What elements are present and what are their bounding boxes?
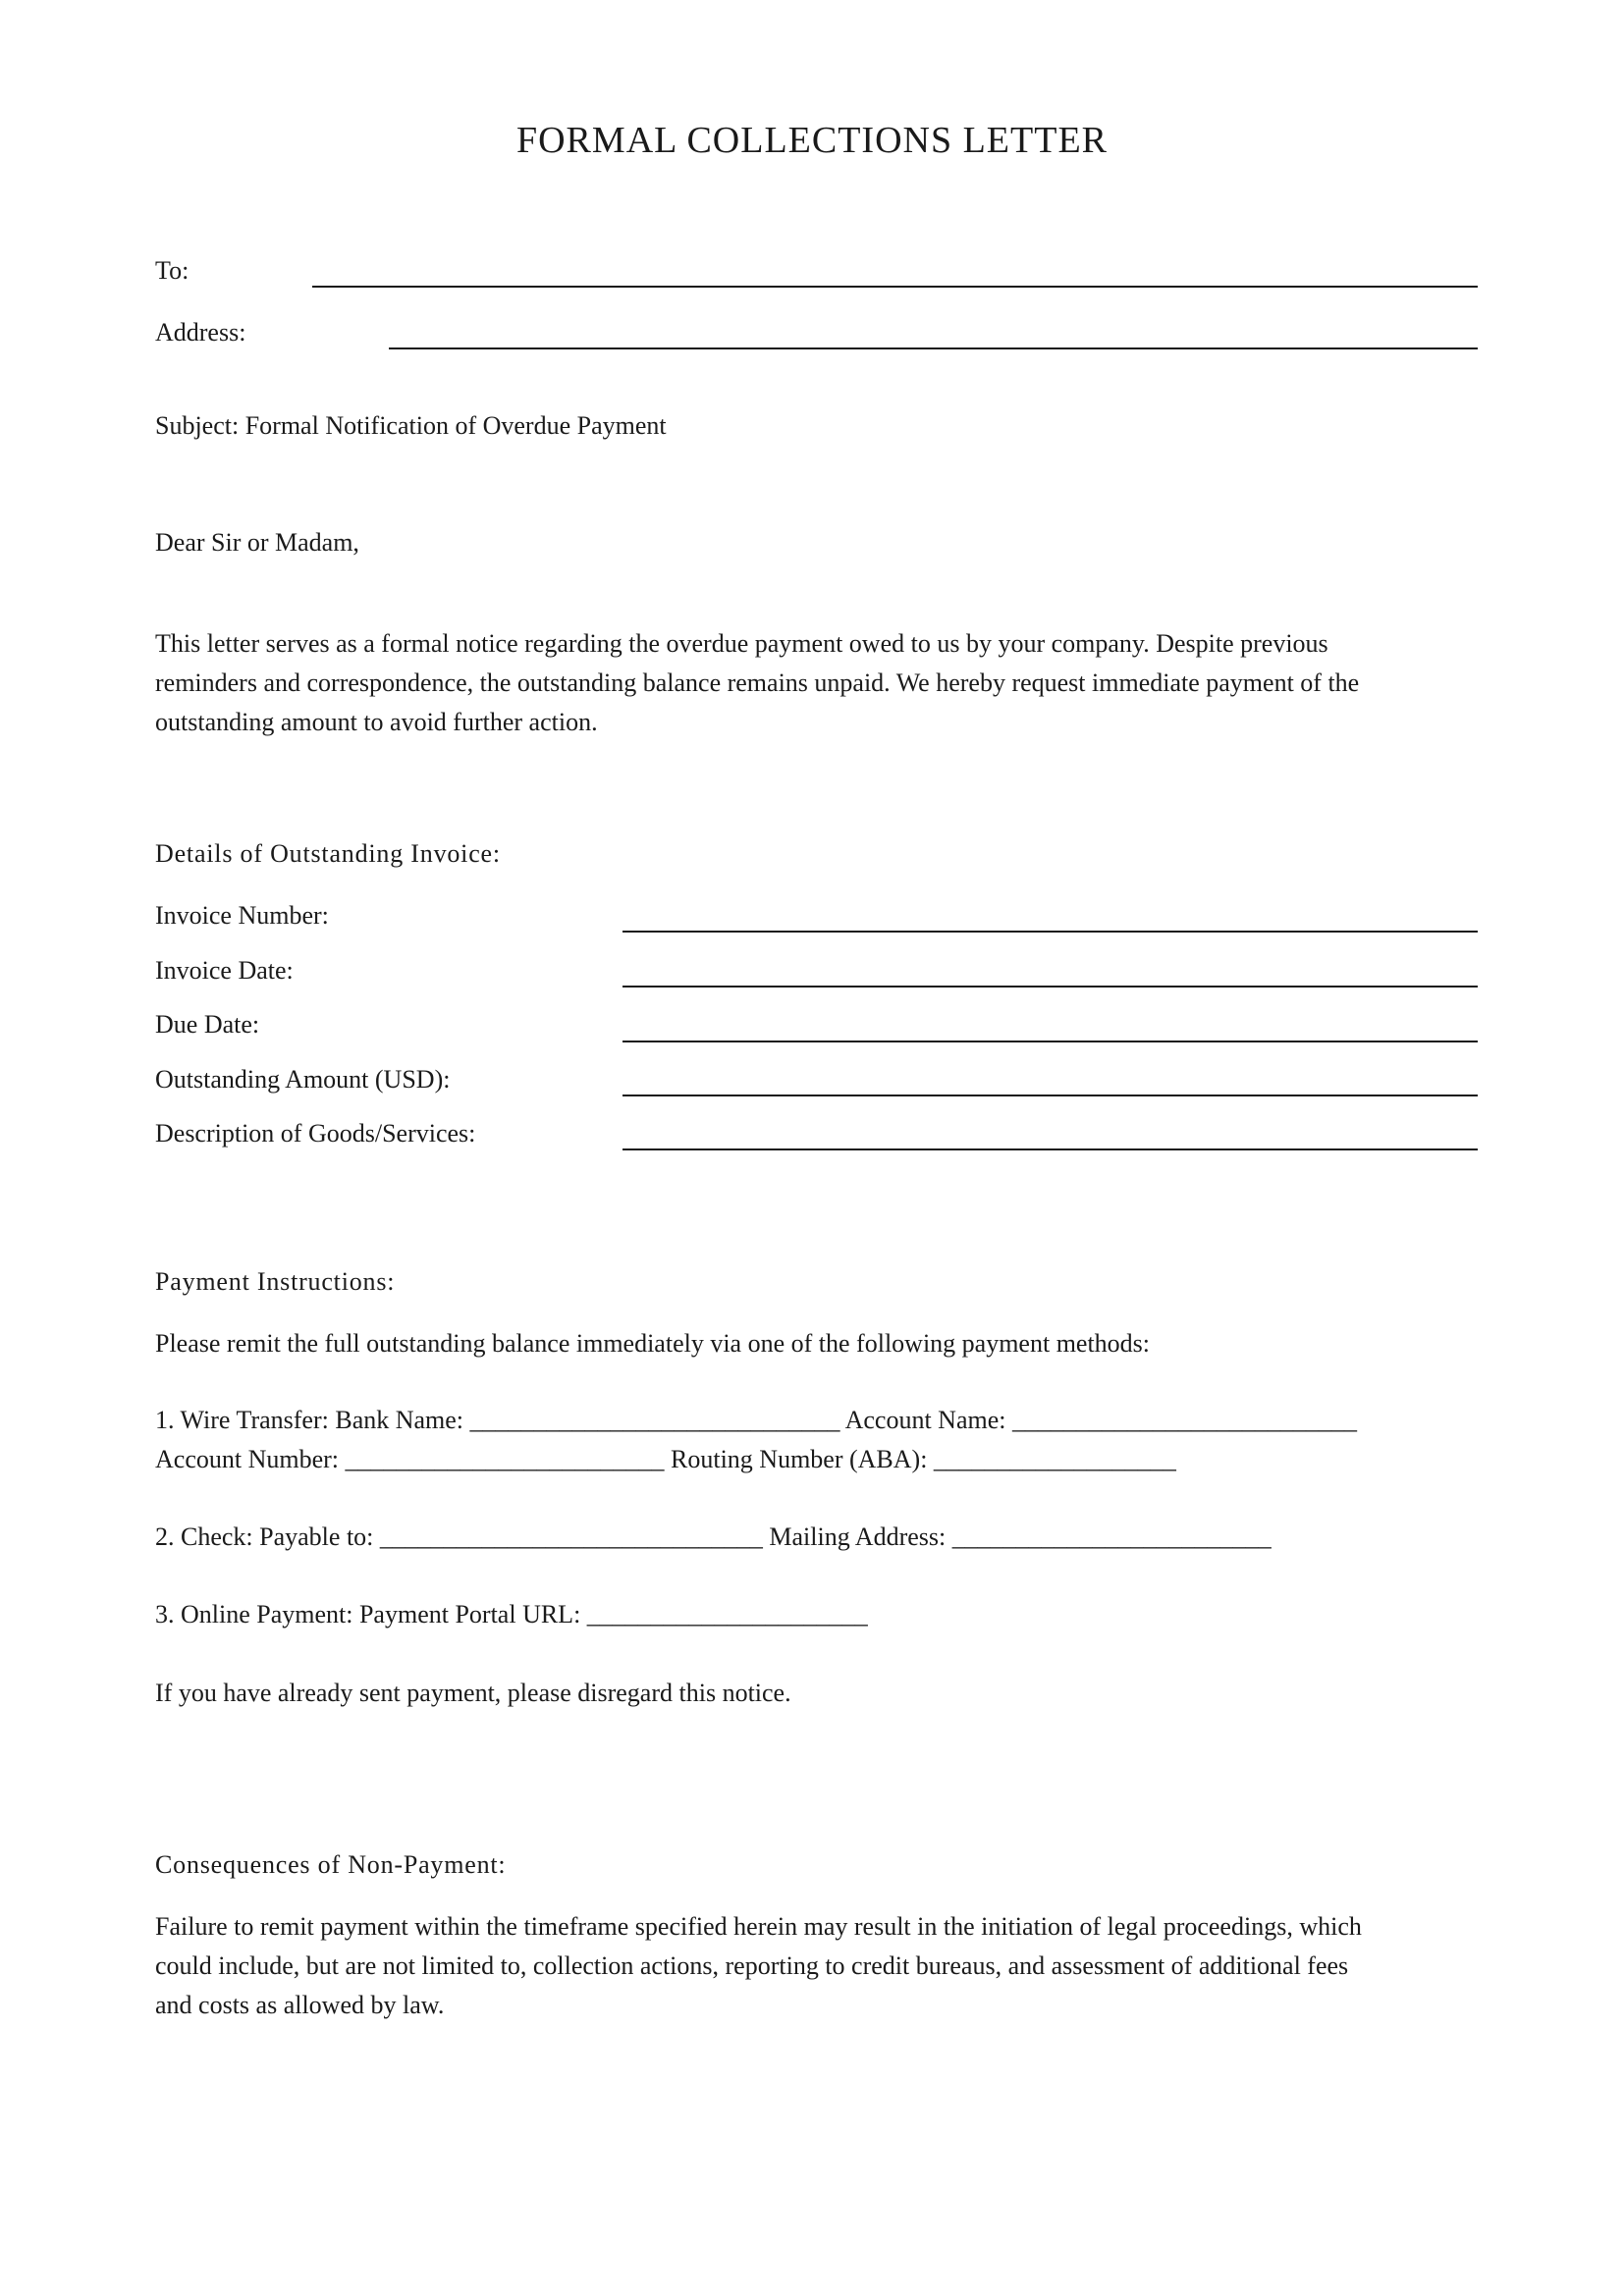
consequences-heading: Consequences of Non-Payment: bbox=[155, 1850, 507, 1879]
online-payment-line: 3. Online Payment: Payment Portal URL: ______________________ bbox=[155, 1600, 868, 1629]
disregard-notice: If you have already sent payment, please disregard this notice. bbox=[155, 1679, 791, 1707]
invoice-date-field-line[interactable] bbox=[623, 986, 1478, 988]
invoice-date-label: Invoice Date: bbox=[155, 956, 294, 985]
to-field-line[interactable] bbox=[312, 286, 1478, 288]
outstanding-amount-label: Outstanding Amount (USD): bbox=[155, 1065, 451, 1094]
document-title: FORMAL COLLECTIONS LETTER bbox=[515, 120, 1108, 161]
due-date-field-line[interactable] bbox=[623, 1041, 1478, 1042]
description-field-line[interactable] bbox=[623, 1148, 1478, 1150]
intro-paragraph-line: outstanding amount to avoid further action. bbox=[155, 708, 598, 736]
address-field-line[interactable] bbox=[389, 347, 1478, 349]
check-payment-line: 2. Check: Payable to: ______________________________ Mailing Address: _________________________ bbox=[155, 1522, 1272, 1551]
payment-instructions-heading: Payment Instructions: bbox=[155, 1267, 396, 1296]
invoice-details-heading: Details of Outstanding Invoice: bbox=[155, 839, 501, 868]
due-date-label: Due Date: bbox=[155, 1010, 260, 1039]
salutation: Dear Sir or Madam, bbox=[155, 528, 359, 557]
wire-transfer-line: Account Number: _________________________ Routing Number (ABA): ___________________ bbox=[155, 1445, 1176, 1473]
invoice-number-field-line[interactable] bbox=[623, 931, 1478, 933]
consequences-paragraph-line: Failure to remit payment within the timeframe specified herein may result in the initiation of legal proceedings, which bbox=[155, 1912, 1362, 1941]
to-label: To: bbox=[155, 256, 189, 285]
outstanding-amount-field-line[interactable] bbox=[623, 1095, 1478, 1096]
consequences-paragraph-line: could include, but are not limited to, collection actions, reporting to credit bureaus, and assessment of additional fees bbox=[155, 1951, 1349, 1980]
intro-paragraph-line: reminders and correspondence, the outstanding balance remains unpaid. We hereby request immediate payment of the bbox=[155, 668, 1360, 697]
wire-transfer-line: 1. Wire Transfer: Bank Name: _____________________________ Account Name: ___________________________ bbox=[155, 1406, 1357, 1434]
payment-intro: Please remit the full outstanding balance immediately via one of the following payment methods: bbox=[155, 1329, 1151, 1358]
address-label: Address: bbox=[155, 318, 246, 347]
invoice-number-label: Invoice Number: bbox=[155, 901, 329, 930]
intro-paragraph-line: This letter serves as a formal notice regarding the overdue payment owed to us by your company. Despite previous bbox=[155, 629, 1328, 658]
description-label: Description of Goods/Services: bbox=[155, 1119, 476, 1148]
subject-line: Subject: Formal Notification of Overdue Payment bbox=[155, 411, 667, 440]
consequences-paragraph-line: and costs as allowed by law. bbox=[155, 1991, 445, 2019]
